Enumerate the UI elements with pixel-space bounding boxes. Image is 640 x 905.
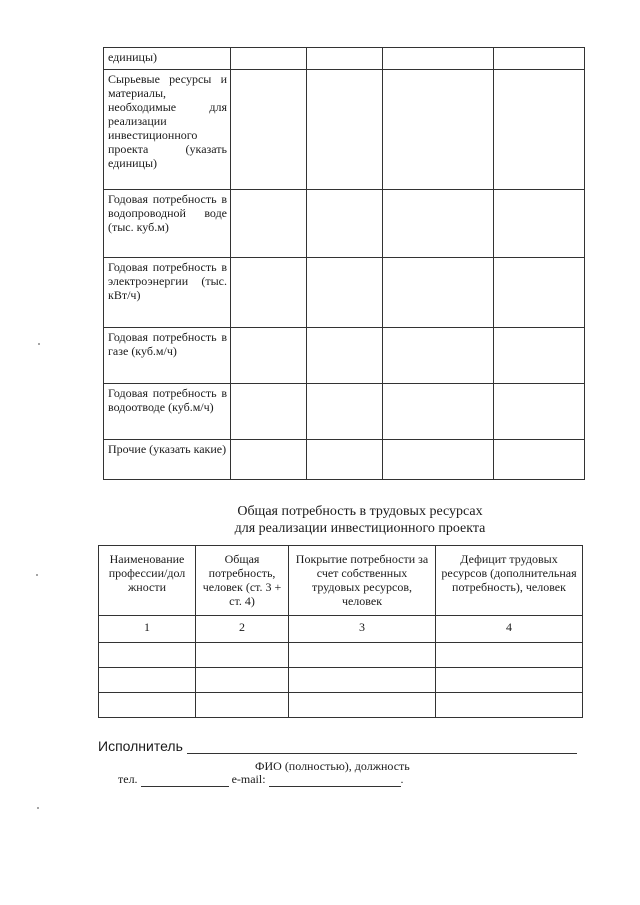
table-cell: [436, 693, 583, 718]
table-row: [104, 384, 585, 440]
column-number: 1: [99, 616, 196, 643]
table-cell: [436, 643, 583, 668]
table-cell: [383, 384, 494, 440]
table-cell: [383, 70, 494, 190]
table-cell: [494, 258, 585, 328]
scan-speck: [37, 807, 39, 809]
table-cell: [494, 440, 585, 480]
end-dot: .: [400, 772, 404, 786]
table-cell: [307, 258, 383, 328]
header-row: [99, 546, 583, 616]
table-cell: [383, 328, 494, 384]
table-cell: [231, 70, 307, 190]
table-row: [104, 328, 585, 384]
table-cell: [231, 384, 307, 440]
table-cell: [383, 258, 494, 328]
table-cell: [289, 668, 436, 693]
row-label: единицы): [104, 48, 231, 70]
column-number: 3: [289, 616, 436, 643]
table-row: [104, 258, 585, 328]
table-row: [104, 440, 585, 480]
column-number-row: [99, 616, 583, 643]
table-cell: [494, 70, 585, 190]
labor-table: [98, 545, 583, 718]
table-cell: [99, 643, 196, 668]
table-cell: [289, 643, 436, 668]
table-cell: [99, 668, 196, 693]
row-label: Годовая потребность в водопроводной воде (тыс. куб.м): [104, 190, 231, 258]
table-cell: [383, 440, 494, 480]
table-cell: [307, 328, 383, 384]
table-cell: [494, 190, 585, 258]
table-cell: [196, 643, 289, 668]
row-label: Сырьевые ресурсы и материалы, необходимые для реализации инвестиционного проекта (указать единицы): [104, 70, 231, 190]
scan-speck: [38, 343, 40, 345]
table-cell: [99, 693, 196, 718]
table-row: [99, 693, 583, 718]
email-label: e-mail:: [231, 772, 266, 786]
row-label: Годовая потребность в водоотводе (куб.м/ч): [104, 384, 231, 440]
table-cell: [231, 48, 307, 70]
table-cell: [307, 190, 383, 258]
title-line-1: Общая потребность в трудовых ресурсах: [237, 504, 483, 519]
executor-blank[interactable]: [187, 741, 577, 754]
labor-section-title: [160, 503, 560, 537]
title-line-2: для реализации инвестиционного проекта: [234, 521, 486, 536]
table-cell: [289, 693, 436, 718]
table-row: [104, 70, 585, 190]
table-cell: [231, 440, 307, 480]
table-cell: [494, 328, 585, 384]
row-label: Годовая потребность в газе (куб.м/ч): [104, 328, 231, 384]
column-header: Общая потребность, человек (ст. 3 + ст. 4): [196, 546, 289, 616]
fio-caption: ФИО (полностью), должность: [255, 759, 410, 773]
executor-label: Исполнитель: [98, 738, 183, 754]
table-cell: [196, 668, 289, 693]
table-cell: [231, 258, 307, 328]
tel-blank[interactable]: [141, 776, 229, 787]
table-cell: [494, 384, 585, 440]
column-header: Наименование профессии/дол жности: [99, 546, 196, 616]
column-header: Дефицит трудовых ресурсов (дополнительная потребность), человек: [436, 546, 583, 616]
table-row: [99, 643, 583, 668]
table-cell: [383, 48, 494, 70]
resources-table: [103, 47, 585, 480]
table-cell: [307, 384, 383, 440]
table-row: [99, 668, 583, 693]
scan-speck: [36, 574, 38, 576]
tel-label: тел.: [118, 772, 138, 786]
column-number: 2: [196, 616, 289, 643]
table-cell: [196, 693, 289, 718]
column-header: Покрытие потребности за счет собственных трудовых ресурсов, человек: [289, 546, 436, 616]
table-cell: [383, 190, 494, 258]
row-label: Прочие (указать какие): [104, 440, 231, 480]
table-row: [104, 48, 585, 70]
table-cell: [307, 440, 383, 480]
table-cell: [436, 668, 583, 693]
email-blank[interactable]: [269, 776, 401, 787]
table-cell: [494, 48, 585, 70]
executor-line: [98, 738, 577, 754]
table-cell: [231, 190, 307, 258]
table-row: [104, 190, 585, 258]
row-label: Годовая потребность в электроэнергии (тыс. кВт/ч): [104, 258, 231, 328]
table-cell: [307, 70, 383, 190]
column-number: 4: [436, 616, 583, 643]
contacts-line: [118, 772, 404, 787]
table-cell: [307, 48, 383, 70]
table-cell: [231, 328, 307, 384]
